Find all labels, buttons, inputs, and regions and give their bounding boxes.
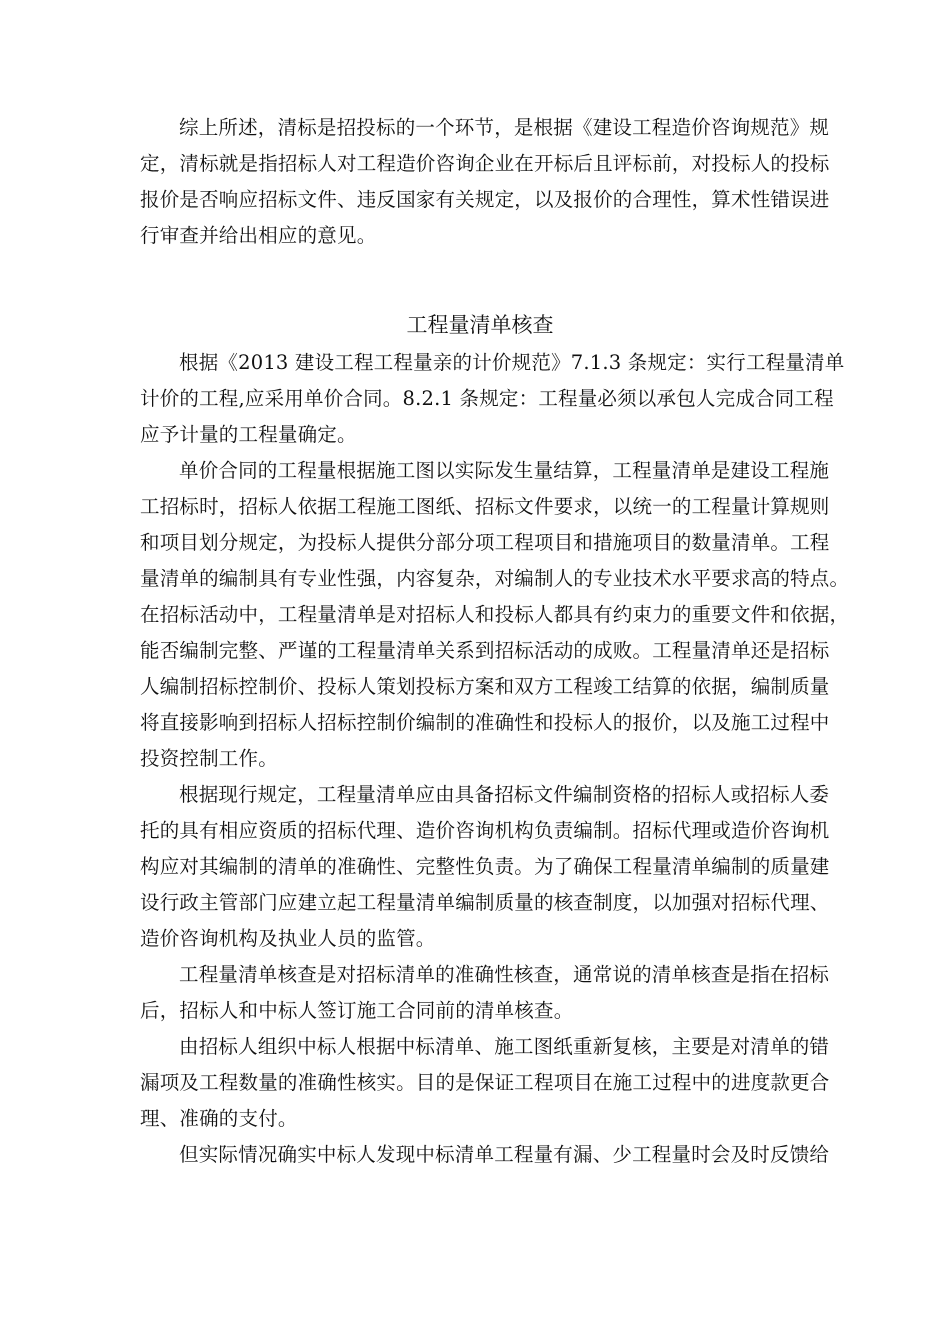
section-heading: 工程量清单核查 [406, 313, 554, 337]
paragraph [140, 453, 850, 777]
paragraph-line: 构应对其编制的清单的准确性、完整性负责。为了确保工程量清单编制的质量建 [140, 855, 830, 878]
paragraph-line: 行审查并给出相应的意见。 [140, 224, 377, 247]
paragraph-line: 根据现行规定，工程量清单应由具备招标文件编制资格的招标人或招标人委 [179, 783, 830, 806]
paragraph [140, 777, 830, 957]
paragraph-line: 综上所述，清标是招投标的一个环节，是根据《建设工程造价咨询规范》规 [179, 116, 830, 139]
paragraph-line: 设行政主管部门应建立起工程量清单编制质量的核查制度，以加强对招标代理、 [140, 891, 830, 914]
paragraph-line: 根据《2013 建设工程工程量亲的计价规范》7.1.3 条规定：实行工程量清单 [179, 351, 845, 374]
paragraph [140, 345, 845, 453]
paragraph [140, 957, 830, 1029]
paragraph-line: 应予计量的工程量确定。 [140, 423, 357, 446]
paragraph-line: 工招标时，招标人依据工程施工图纸、招标文件要求，以统一的工程量计算规则 [140, 495, 830, 518]
paragraph-line: 定，清标就是指招标人对工程造价咨询企业在开标后且评标前，对投标人的投标 [140, 152, 830, 175]
paragraph-line: 将直接影响到招标人招标控制价编制的准确性和投标人的报价，以及施工过程中 [140, 711, 830, 734]
paragraph-line: 托的具有相应资质的招标代理、造价咨询机构负责编制。招标代理或造价咨询机 [140, 819, 830, 842]
paragraph-line: 在招标活动中，工程量清单是对招标人和投标人都具有约束力的重要文件和依据， [140, 603, 850, 626]
paragraph-line: 计价的工程,应采用单价合同。8.2.1 条规定：工程量必须以承包人完成合同工程 [140, 387, 834, 410]
paragraph-line: 和项目划分规定，为投标人提供分部分项工程项目和措施项目的数量清单。工程 [140, 531, 830, 554]
intro-paragraph [140, 110, 830, 254]
paragraph-line: 人编制招标控制价、投标人策划投标方案和双方工程竣工结算的依据，编制质量 [140, 675, 830, 698]
paragraph-line: 后，招标人和中标人签订施工合同前的清单核查。 [140, 999, 574, 1022]
paragraph-line: 漏项及工程数量的准确性核实。目的是保证工程项目在施工过程中的进度款更合 [140, 1071, 830, 1094]
paragraph-line: 报价是否响应招标文件、违反国家有关规定，以及报价的合理性，算术性错误进 [140, 188, 830, 211]
paragraph-line: 能否编制完整、严谨的工程量清单关系到招标活动的成败。工程量清单还是招标 [140, 639, 830, 662]
paragraph-line: 单价合同的工程量根据施工图以实际发生量结算，工程量清单是建设工程施 [179, 459, 830, 482]
paragraph-line: 由招标人组织中标人根据中标清单、施工图纸重新复核，主要是对清单的错 [179, 1035, 830, 1058]
paragraph-line: 投资控制工作。 [140, 747, 278, 770]
section-body [140, 345, 850, 1173]
paragraph-line: 理、准确的支付。 [140, 1107, 298, 1130]
paragraph [140, 1137, 830, 1173]
paragraph-line: 工程量清单核查是对招标清单的准确性核查，通常说的清单核查是指在招标 [179, 963, 830, 986]
paragraph-line: 造价咨询机构及执业人员的监管。 [140, 927, 436, 950]
paragraph-line: 量清单的编制具有专业性强，内容复杂，对编制人的专业技术水平要求高的特点。 [140, 567, 850, 590]
paragraph [140, 1029, 830, 1137]
paragraph-line: 但实际情况确实中标人发现中标清单工程量有漏、少工程量时会及时反馈给 [179, 1143, 830, 1166]
